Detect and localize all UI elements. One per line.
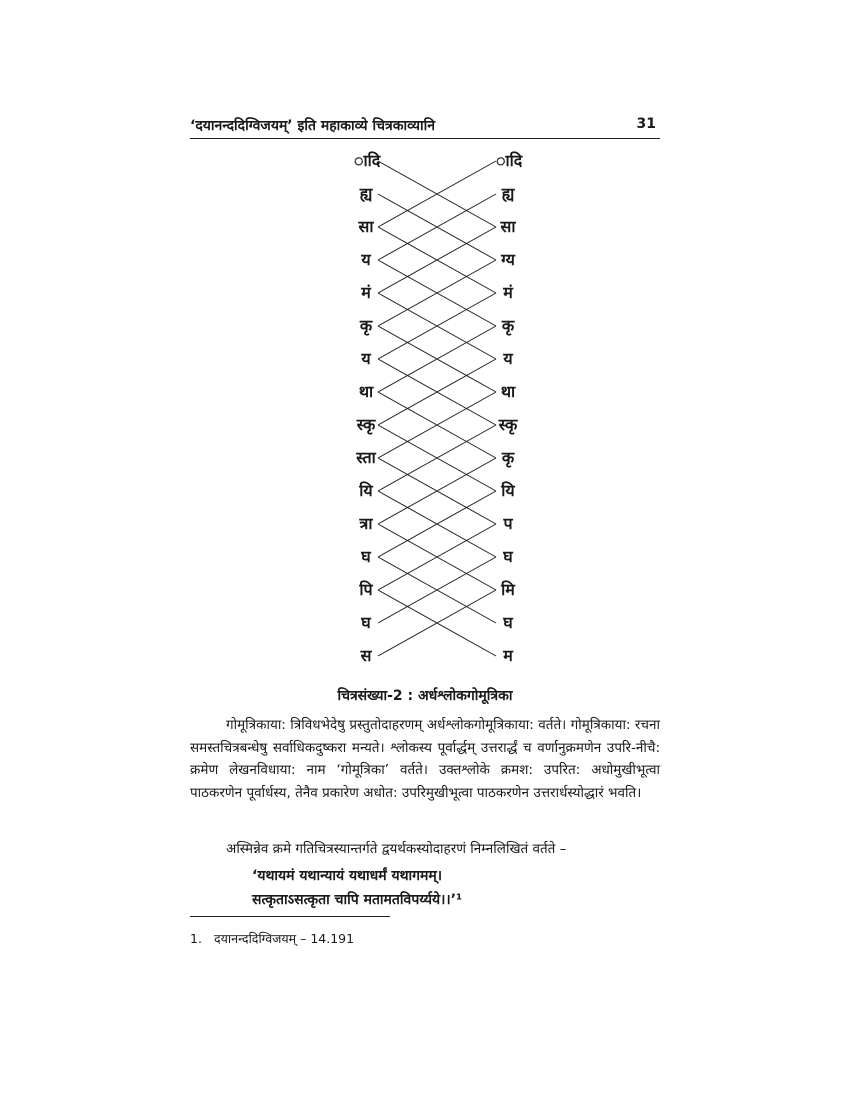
left-glyph: पि — [359, 580, 373, 599]
right-glyph: स्कृ — [498, 415, 518, 434]
left-glyph: मं — [361, 283, 371, 302]
verse-line-1: ‘यथायमं यथान्यायं यथाधर्मं यथागमम्। — [252, 868, 443, 884]
page-number: 31 — [636, 116, 656, 132]
right-glyph: यि — [501, 481, 515, 500]
left-glyph: स्ता — [356, 448, 376, 467]
figure-caption: चित्रसंख्या-2 : अर्धश्लोकगोमूत्रिका — [337, 688, 513, 704]
left-glyph: सा — [358, 217, 374, 236]
left-glyph: था — [358, 382, 374, 401]
right-glyph: मि — [501, 580, 515, 599]
gomutrika-diagram — [340, 150, 530, 672]
right-glyph: कृ — [501, 448, 515, 467]
footnote — [190, 930, 354, 947]
left-glyph: त्रा — [359, 514, 373, 533]
right-glyph: प — [503, 514, 513, 533]
left-glyph: य — [361, 349, 371, 368]
left-glyph: घ — [361, 613, 371, 632]
footnote-divider — [190, 916, 390, 917]
right-glyph: म — [503, 646, 513, 665]
left-glyph: स्कृ — [356, 415, 376, 434]
right-glyph: घ — [503, 613, 513, 632]
right-glyph: था — [500, 382, 516, 401]
paragraph-2: अस्मिन्नेव क्रमे गतिचित्रस्यान्तर्गते द्वयर्थकस्योदाहरणं निम्नलिखितं वर्तते – — [226, 841, 567, 857]
right-glyph: मं — [503, 283, 513, 302]
left-glyph: घ — [361, 547, 371, 566]
right-glyph: सा — [500, 217, 516, 236]
left-glyph: य — [361, 250, 371, 269]
right-glyph: ग्य — [501, 250, 515, 269]
footnote-number: 1. — [190, 931, 202, 946]
right-glyph: ादि — [496, 151, 523, 170]
right-glyph: ह्य — [501, 184, 515, 203]
paragraph-1: गोमूत्रिकाया: त्रिविधभेदेषु प्रस्तुतोदाहरणम् अर्धश्लोकगोमूत्रिकाया: वर्तते। गोमूत्रिकाया: रचना समस्तचित्रबन्धेषु सर्वाधिकदुष्करा मन्यते। श्लोकस्य पूर्वार्द्धम् उत्तरार्द्धं च वर्णानुक्रमणेन उपरि-नीचै: क्रमेण लेखनविधाया: नाम ‘गोमूत्रिका’ वर्तते। उक्तश्लोके क्रमश: उपरित: अधोमुखीभूत्वा पाठकरणेन पूर्वार्धस्य, तेनैव प्रकारेण अधोत: उपरिमुखीभूत्वा पाठकरणेन उत्तरार्धस्योद्धारं भवति। — [190, 717, 660, 801]
left-glyph: यि — [359, 481, 373, 500]
left-glyph: स — [360, 646, 372, 665]
right-glyph: कृ — [501, 316, 515, 335]
right-glyph: य — [503, 349, 513, 368]
left-glyph: ह्य — [359, 184, 373, 203]
left-glyph: कृ — [359, 316, 373, 335]
header-title: ‘दयानन्ददिग्विजयम्’ इति महाकाव्ये चित्रकाव्यानि — [190, 118, 436, 134]
left-glyph: ादि — [354, 151, 381, 170]
footnote-text: दयानन्ददिग्विजयम् – 14.191 — [214, 931, 355, 946]
verse-line-2: सत्कृताऽसत्कृता चापि मतामतविपर्य्यये।।’¹ — [252, 892, 463, 908]
right-glyph: घ — [503, 547, 513, 566]
running-header — [190, 112, 660, 139]
